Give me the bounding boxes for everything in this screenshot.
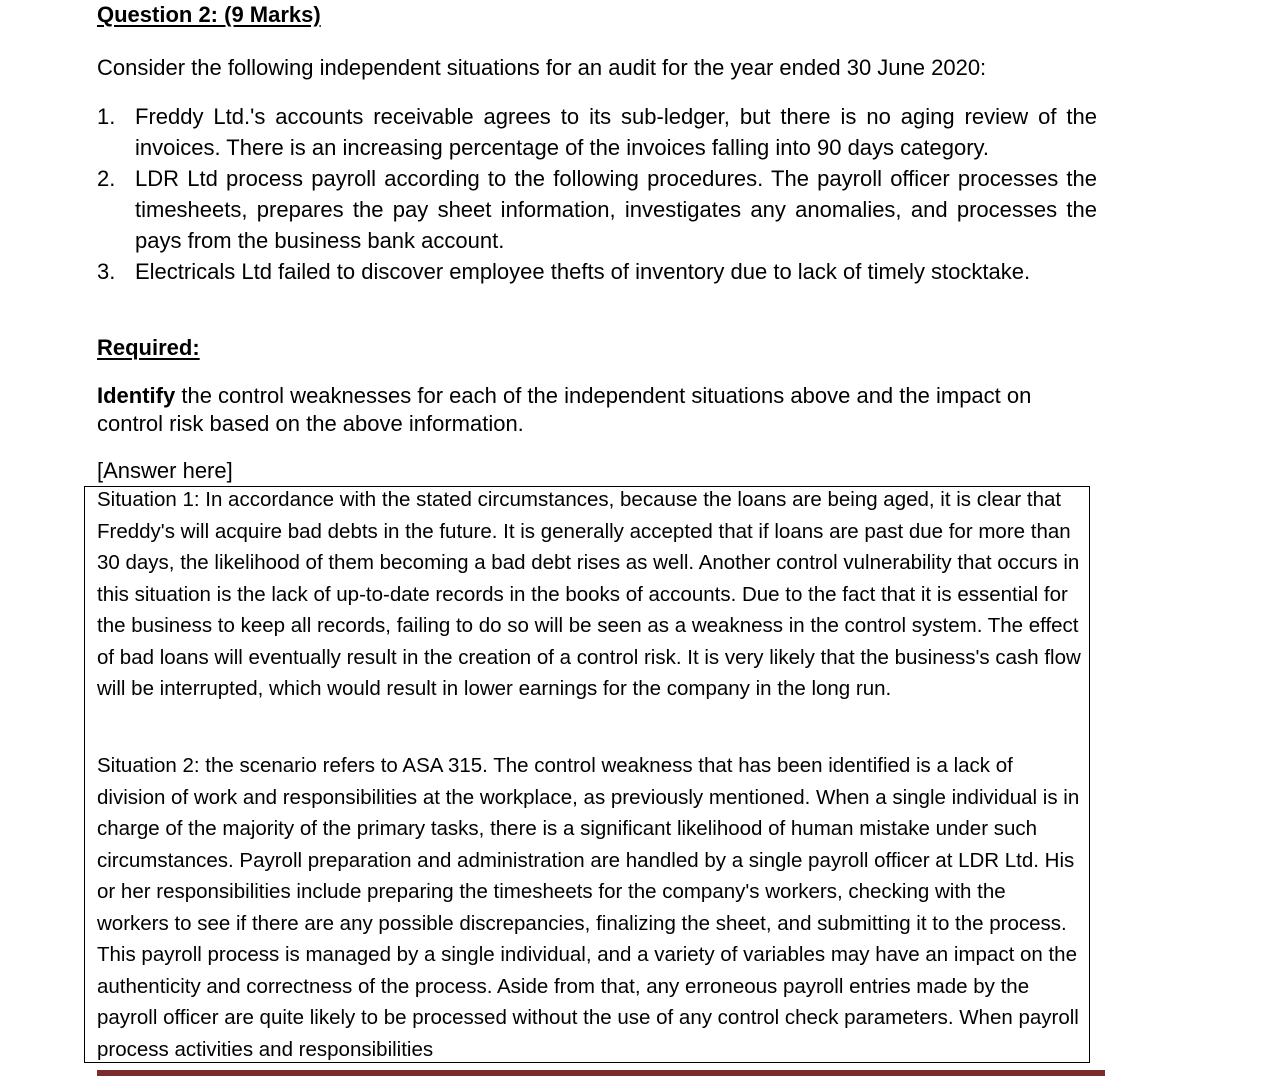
situation-text: LDR Ltd process payroll according to the following procedures. The payroll officer processes the timesheets, prepares the pay sheet information, investigates any anomalies, and processes the pays from the business bank account. [135, 166, 1097, 253]
answer-label: [Answer here] [97, 458, 233, 483]
situation-item [97, 101, 1097, 163]
situation-number: 3. [97, 259, 116, 284]
identify-bold: Identify [97, 383, 176, 408]
question-intro: Consider the following independent situations for an audit for the year ended 30 June 2020: [97, 55, 987, 80]
situation-number: 1. [97, 104, 116, 129]
situation-number: 2. [97, 166, 116, 191]
required-heading: Required: [97, 335, 200, 360]
question-title: Question 2: (9 Marks) [97, 2, 321, 27]
situation-item [97, 256, 1097, 287]
answer-text-box[interactable] [84, 486, 1090, 1063]
answer-paragraph-situation-1: Situation 1: In accordance with the stated circumstances, because the loans are being aged, it is clear that Freddy's will acquire bad debts in the future. It is generally accepted that if loans are past due for more than 30 days, the likelihood of them becoming a bad debt rises as well. Another control vulnerability that occurs in this situation is the lack of up-to-date records in the books of accounts. Due to the fact that it is essential for the business to keep all records, failing to do so will be seen as a weakness in the control system. The effect of bad loans will eventually result in the creation of a control risk. It is very likely that the business's cash flow will be interrupted, which would result in lower earnings for the company in the long run. [97, 488, 1081, 700]
situation-text: Freddy Ltd.'s accounts receivable agrees to its sub-ledger, but there is no aging review of the invoices. There is an increasing percentage of the invoices falling into 90 days category. [135, 104, 1097, 160]
answer-paragraph-situation-2: Situation 2: the scenario refers to ASA 315. The control weakness that has been identified is a lack of division of work and responsibilities at the workplace, as previously mentioned. When a single individual is in charge of the majority of the primary tasks, there is a significant likelihood of human mistake under such circumstances. Payroll preparation and administration are handled by a single payroll officer at LDR Ltd. His or her responsibilities include preparing the timesheets for the company's workers, checking with the workers to see if there are any possible discrepancies, finalizing the sheet, and submitting it to the process. This payroll process is managed by a single individual, and a variety of variables may have an impact on the authenticity and correctness of the process. Aside from that, any erroneous payroll entries made by the payroll officer are quite likely to be processed without the use of any control check parameters. When payroll process activities and responsibilities [97, 754, 1080, 1061]
situation-list [97, 101, 1097, 287]
situation-text: Electricals Ltd failed to discover employee thefts of inventory due to lack of timely stocktake. [135, 259, 1031, 284]
situation-item [97, 163, 1097, 256]
footer-rule [97, 1070, 1105, 1076]
identify-text: the control weaknesses for each of the independent situations above and the impact on control risk based on the above information. [97, 383, 1032, 436]
identify-instruction [97, 382, 1097, 438]
